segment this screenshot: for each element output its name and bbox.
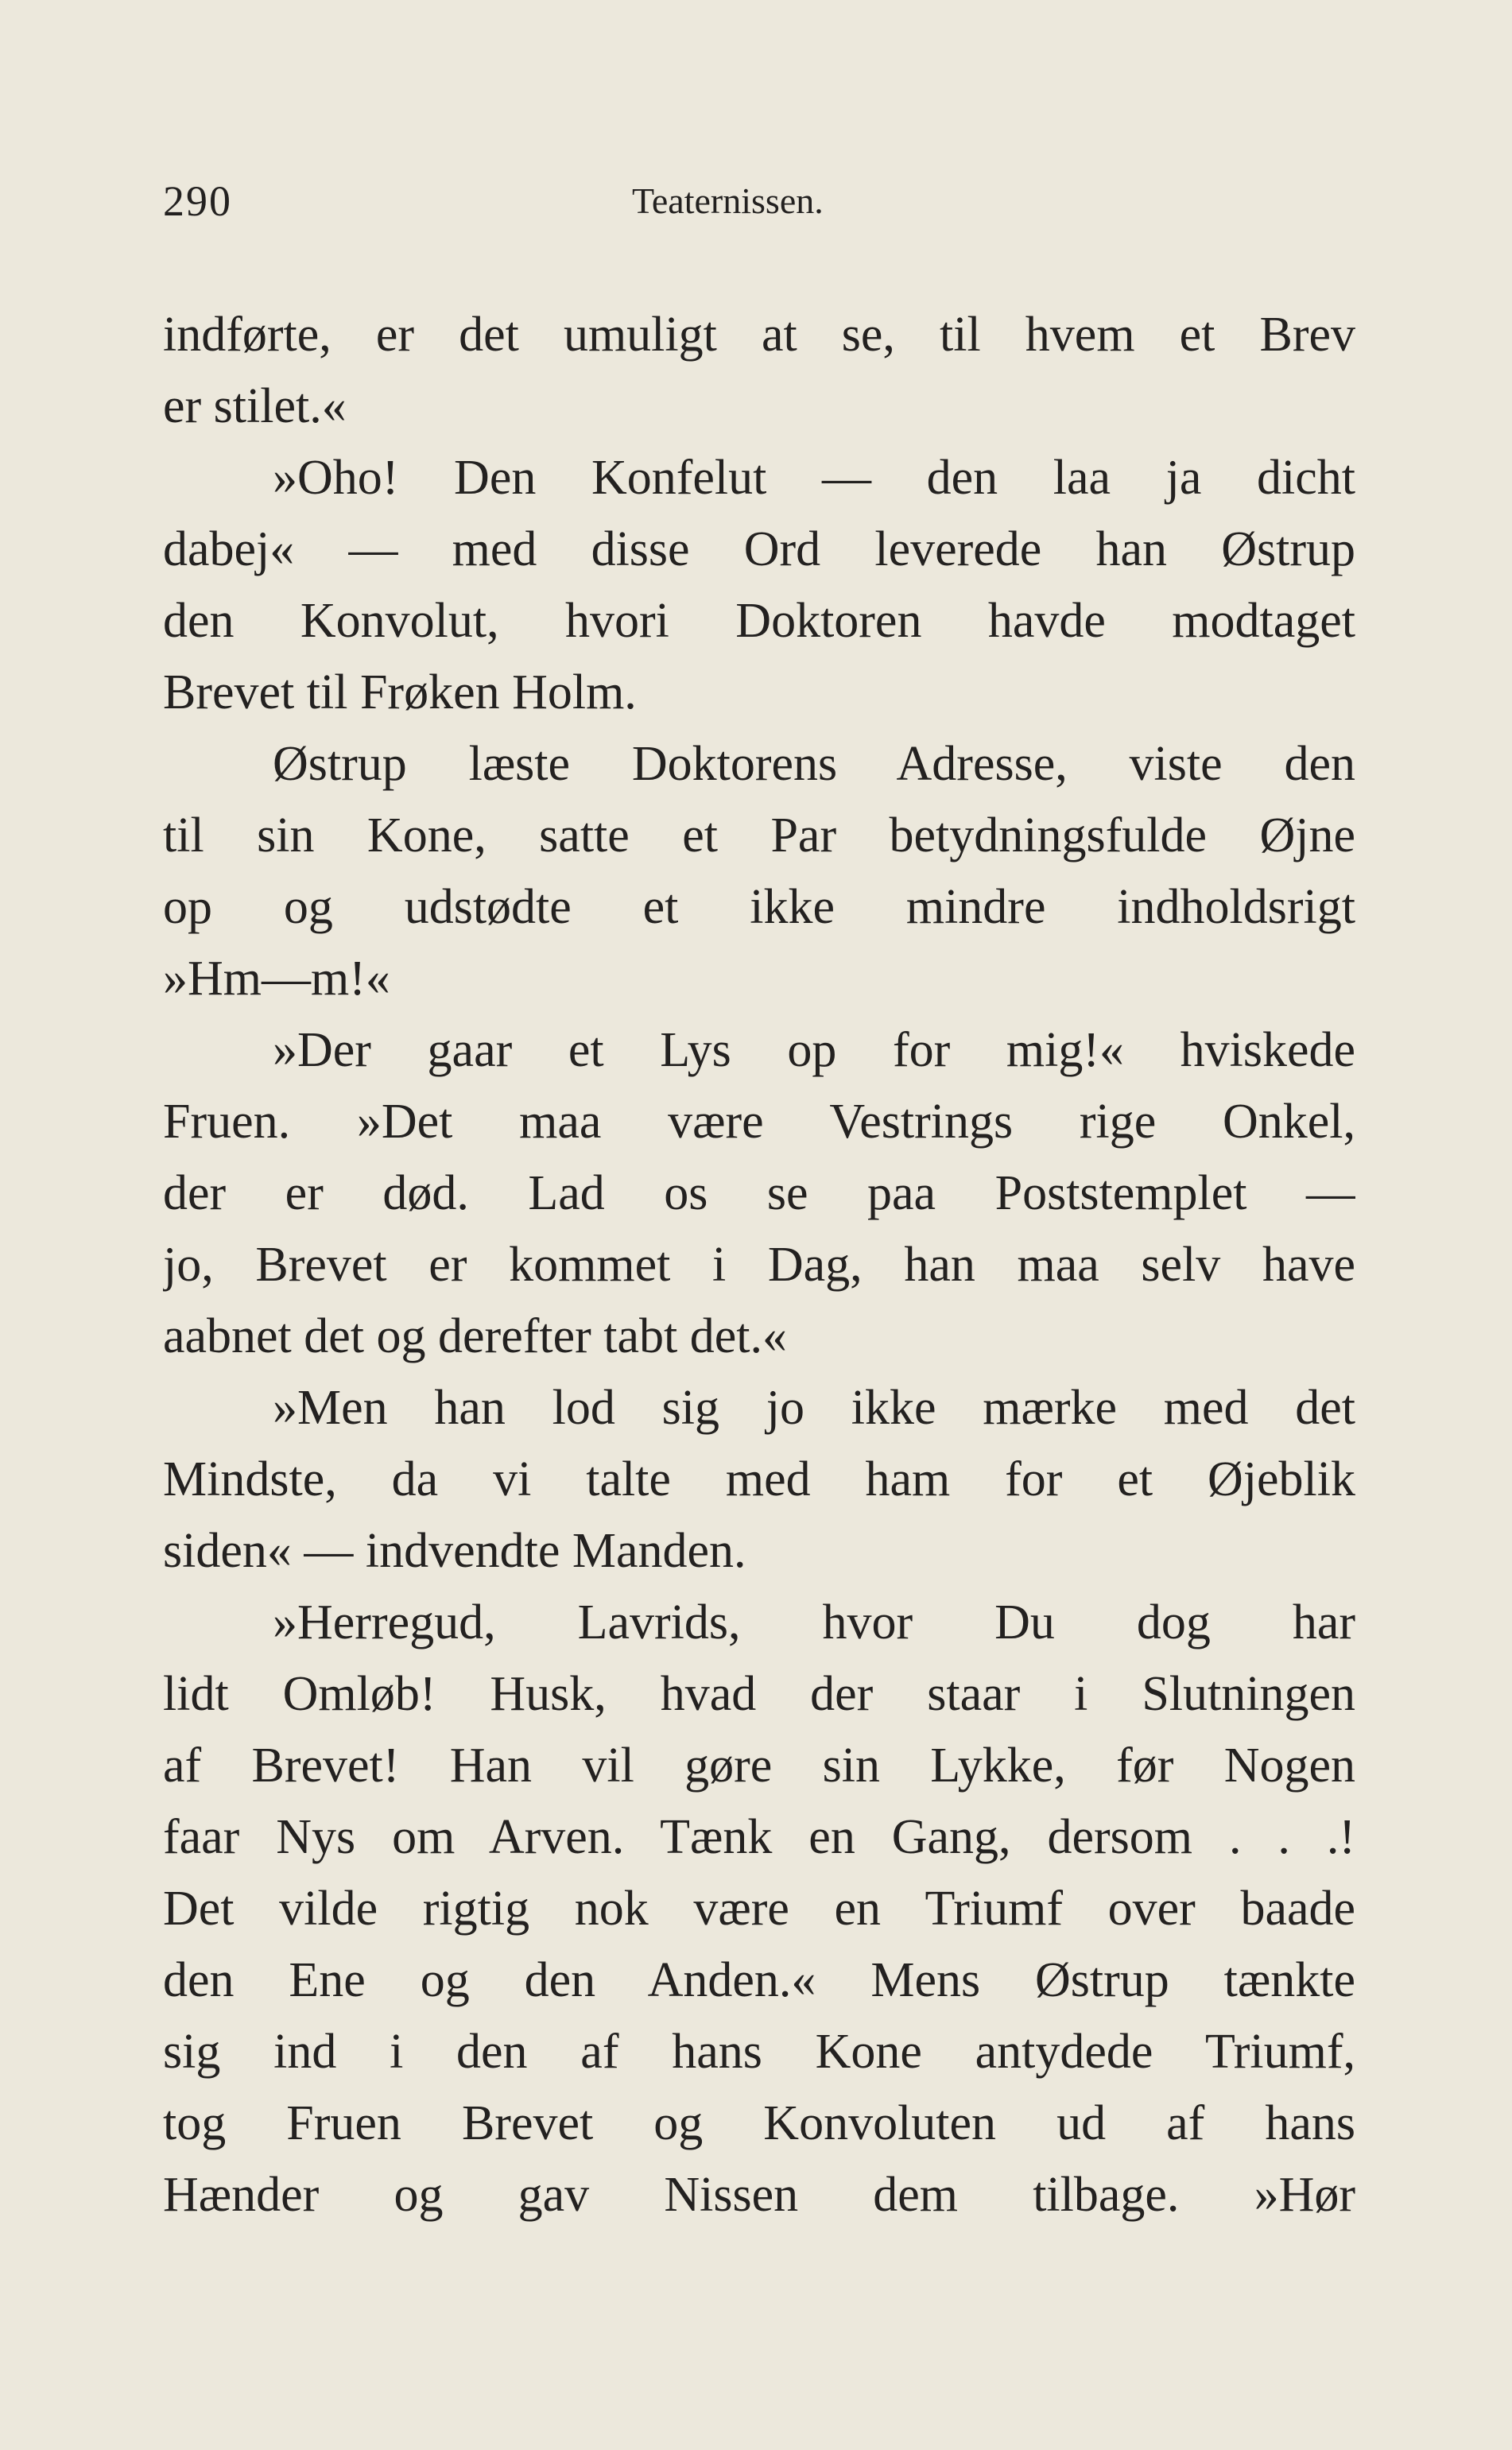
- text-line: »Der gaar et Lys op for mig!« hviskede: [273, 1023, 1355, 1077]
- page-number: 290: [163, 177, 232, 225]
- text-line: »Oho! Den Konfelut — den laa ja dicht: [273, 451, 1355, 505]
- text-line: siden« — indvendte Manden.: [163, 1524, 746, 1578]
- page-header: [163, 176, 1403, 232]
- text-line: jo, Brevet er kommet i Dag, han maa selv have: [163, 1238, 1355, 1292]
- text-line: faar Nys om Arven. Tænk en Gang, dersom . . .!: [163, 1810, 1355, 1864]
- text-line: Mindste, da vi talte med ham for et Øjeblik: [163, 1452, 1355, 1506]
- text-line: tog Fruen Brevet og Konvoluten ud af hans: [163, 2096, 1355, 2150]
- text-line: Hænder og gav Nissen dem tilbage. »Hør: [163, 2168, 1355, 2222]
- text-line: af Brevet! Han vil gøre sin Lykke, før Nogen: [163, 1739, 1355, 1793]
- body-text: [163, 299, 1355, 2231]
- text-line: Fruen. »Det maa være Vestrings rige Onkel,: [163, 1095, 1355, 1149]
- text-line: er stilet.«: [163, 379, 347, 433]
- text-line: Brevet til Frøken Holm.: [163, 665, 637, 719]
- text-line: dabej« — med disse Ord leverede han Østrup: [163, 522, 1355, 576]
- running-title: Teaternissen.: [632, 180, 824, 221]
- text-line: »Hm—m!«: [163, 952, 390, 1006]
- text-line: Østrup læste Doktorens Adresse, viste den: [273, 737, 1355, 791]
- text-line: der er død. Lad os se paa Poststemplet —: [163, 1166, 1355, 1220]
- text-line: »Men han lod sig jo ikke mærke med det: [273, 1381, 1355, 1435]
- text-line: op og udstødte et ikke mindre indholdsrigt: [163, 880, 1355, 934]
- text-line: lidt Omløb! Husk, hvad der staar i Slutningen: [163, 1667, 1355, 1721]
- text-line: »Herregud, Lavrids, hvor Du dog har: [273, 1595, 1355, 1649]
- text-line: den Ene og den Anden.« Mens Østrup tænkte: [163, 1953, 1355, 2007]
- text-line: indførte, er det umuligt at se, til hvem et Brev: [163, 308, 1355, 362]
- text-line: den Konvolut, hvori Doktoren havde modtaget: [163, 594, 1355, 648]
- text-line: sig ind i den af hans Kone antydede Triumf,: [163, 2025, 1355, 2079]
- text-line: til sin Kone, satte et Par betydningsfulde Øjne: [163, 808, 1355, 863]
- text-line: Det vilde rigtig nok være en Triumf over baade: [163, 1882, 1355, 1936]
- text-line: aabnet det og derefter tabt det.«: [163, 1309, 787, 1363]
